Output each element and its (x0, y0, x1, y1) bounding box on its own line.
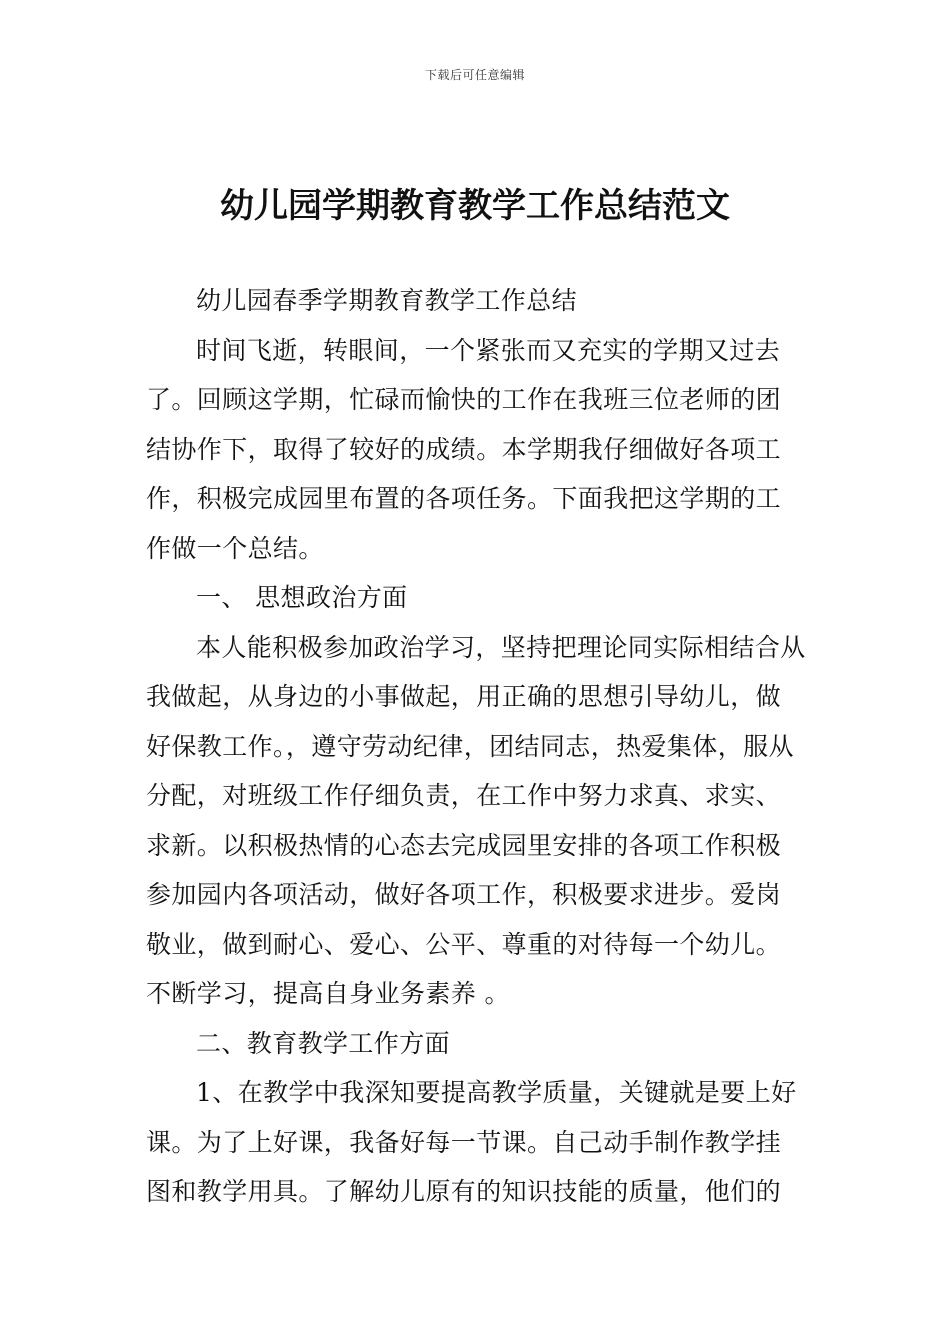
document-title: 幼儿园学期教育教学工作总结范文 (220, 186, 730, 226)
intro-paragraph: 时间飞逝，转眼间，一个紧张而又充实的学期又过去了。回顾这学期，忙碌而愉快的工作在我班三位老师的团结协作下，取得了较好的成绩。本学期我仔细做好各项工作，积极完成园里布置的各项任务。下面我把这学期的工作做一个总结。 (146, 335, 782, 563)
document-body (146, 276, 806, 1217)
section-heading-1: 一、 思想政治方面 (196, 583, 408, 612)
section-paragraph-2: 1、在教学中我深知要提高教学质量，关键就是要上好课。为了上好课，我备好每一节课。自己动手制作教学挂图和教学用具。了解幼儿原有的知识技能的质量，他们的 (146, 1078, 797, 1206)
section-heading-2: 二、教育教学工作方面 (196, 1028, 451, 1058)
header-note: 下载后可任意编辑 (424, 68, 525, 82)
section-paragraph-1: 本人能积极参加政治学习，坚持把理论同实际相结合从我做起，从身边的小事做起，用正确的思想引导幼儿，做好保教工作。，遵守劳动纪律，团结同志，热爱集体，服从分配，对班级工作仔细负责，在工作中努力求真、求实、求新。以积极热情的心态去完成园里安排的各项工作积极参加园内各项活动，做好各项工作，积极要求进步。爱岗敬业，做到耐心、爱心、公平、尊重的对待每一个幼儿。不断学习，提高自身业务素养 。 (146, 632, 806, 1008)
subtitle-paragraph: 幼儿园春季学期教育教学工作总结 (196, 286, 578, 315)
